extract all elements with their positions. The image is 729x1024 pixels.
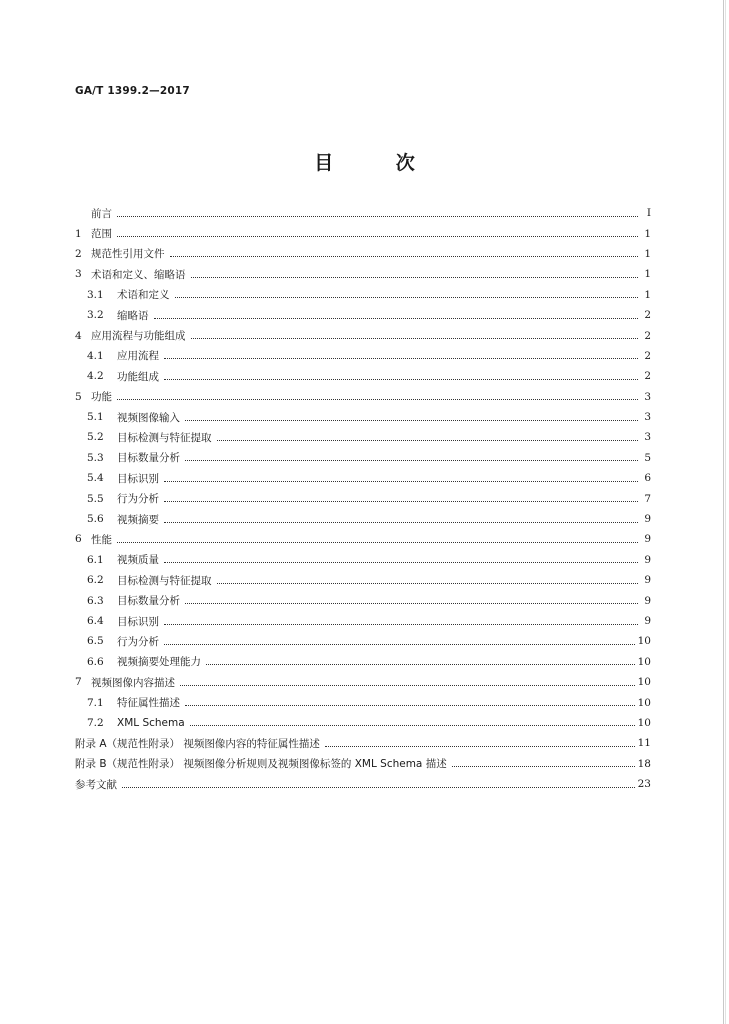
toc-entry-number: 3.1 [87, 288, 104, 301]
dot-leader [185, 603, 638, 604]
toc-entry[interactable] [75, 387, 651, 407]
toc-entry-number: 5.6 [87, 513, 104, 526]
toc-entry[interactable] [75, 509, 651, 529]
dot-leader [191, 338, 639, 339]
toc-entry-number: 3 [75, 268, 82, 281]
toc-entry[interactable] [75, 305, 651, 325]
dot-leader [164, 379, 638, 380]
toc-entry-title: 功能组成 [117, 370, 159, 383]
toc-entry-page-number: 1 [644, 288, 651, 301]
dot-leader [164, 624, 638, 625]
toc-entry-title: 目标数量分析 [117, 452, 180, 465]
toc-entry-page-number: 3 [644, 431, 651, 444]
toc-entry[interactable] [75, 427, 651, 447]
toc-entry[interactable] [75, 713, 651, 733]
toc-entry-title: 规范性引用文件 [91, 248, 165, 261]
toc-title: 目 次 [314, 152, 443, 174]
toc-entry-page-number: 11 [637, 737, 651, 750]
toc-entry-number: 4.1 [87, 349, 104, 362]
toc-entry-page-number: 10 [637, 676, 651, 689]
dot-leader [164, 481, 638, 482]
dot-leader [185, 420, 638, 421]
toc-entry[interactable] [75, 652, 651, 672]
toc-entry[interactable] [75, 692, 651, 712]
toc-entry-title: 视频图像内容描述 [91, 676, 175, 689]
toc-entry-page-number: 10 [637, 655, 651, 668]
dot-leader [122, 787, 635, 788]
toc-entry[interactable] [75, 448, 651, 468]
toc-entry-page-number: 9 [644, 574, 651, 587]
toc-entry-number: 5.2 [87, 431, 104, 444]
toc-entry-number: 4 [75, 329, 82, 342]
toc-entry[interactable] [75, 264, 651, 284]
dot-leader [164, 644, 635, 645]
toc-entry[interactable] [75, 529, 651, 549]
dot-leader [217, 440, 639, 441]
dot-leader [175, 297, 639, 298]
dot-leader [325, 746, 635, 747]
dot-leader [190, 725, 635, 726]
toc-entry-title: 范围 [91, 228, 112, 241]
dot-leader [185, 460, 638, 461]
toc-entry-title: 附录 A（规范性附录） 视频图像内容的特征属性描述 [75, 737, 320, 750]
toc-entry[interactable] [75, 244, 651, 264]
toc-entry-title: 参考文献 [75, 778, 117, 791]
toc-entry-title: 目标识别 [117, 615, 159, 628]
dot-leader [164, 562, 638, 563]
dot-leader [117, 236, 638, 237]
dot-leader [117, 399, 638, 400]
toc-entry[interactable] [75, 570, 651, 590]
dot-leader [117, 542, 638, 543]
toc-entry[interactable] [75, 285, 651, 305]
toc-entry-number: 6.4 [87, 615, 104, 627]
document-code: GA/T 1399.2—2017 [75, 85, 190, 97]
toc-entry[interactable] [75, 550, 651, 570]
dot-leader [164, 358, 638, 359]
toc-entry-number: 7 [75, 676, 82, 689]
toc-entry-title: 术语和定义、缩略语 [91, 268, 186, 281]
toc-entry-page-number: 1 [644, 227, 651, 240]
toc-entry-page-number: 3 [644, 411, 651, 424]
toc-entry-page-number: 9 [644, 533, 651, 546]
toc-entry-title: 功能 [91, 391, 112, 404]
toc-entry-page-number: 18 [637, 757, 651, 770]
toc-entry-title: 行为分析 [117, 493, 159, 506]
dot-leader [217, 583, 639, 584]
toc-entry[interactable] [75, 631, 651, 651]
toc-entry-number: 6.6 [87, 655, 104, 668]
toc-entry-page-number: 10 [637, 635, 651, 648]
dot-leader [164, 522, 638, 523]
toc-entry-title: 术语和定义 [117, 289, 170, 302]
toc-entry-page-number: 3 [644, 390, 651, 403]
toc-entry-title: 视频摘要 [117, 513, 159, 526]
toc-entry[interactable] [75, 754, 651, 774]
toc-entry-page-number: 10 [637, 716, 651, 729]
toc-entry-title: 视频摘要处理能力 [117, 656, 201, 669]
toc-entry[interactable] [75, 223, 651, 243]
toc-entry[interactable] [75, 774, 651, 794]
toc-entry[interactable] [75, 407, 651, 427]
toc-entry[interactable] [75, 203, 651, 223]
toc-entry-number: 5.4 [87, 472, 104, 485]
toc-entry-number: 7.1 [87, 696, 104, 709]
toc-entry-page-number: 9 [644, 513, 651, 526]
toc-entry-number: 6 [75, 533, 82, 546]
toc-entry-page-number: 9 [644, 594, 651, 607]
toc-entry[interactable] [75, 488, 651, 508]
toc-entry-page-number: 2 [644, 309, 651, 322]
toc-entry-page-number: 10 [637, 696, 651, 709]
toc-entry-number: 2 [75, 247, 82, 260]
toc-entry-title: 应用流程 [117, 350, 159, 363]
toc-entry-title: 目标数量分析 [117, 595, 180, 608]
toc-entry-number: 3.2 [87, 309, 104, 322]
toc-entry[interactable] [75, 611, 651, 631]
toc-entry-page-number: 23 [637, 778, 651, 791]
toc-entry-page-number: 9 [644, 615, 651, 627]
toc-entry-page-number: 9 [644, 553, 651, 566]
toc-entry-page-number: I [646, 207, 651, 220]
toc-entry-page-number: 1 [644, 247, 651, 260]
toc-entry[interactable] [75, 468, 651, 488]
toc-entry-number: 4.2 [87, 370, 104, 383]
toc-entry-title: 附录 B（规范性附录） 视频图像分析规则及视频图像标签的 XML Schema 描述 [75, 758, 447, 771]
toc-entry-number: 6.5 [87, 635, 104, 648]
toc-entry-number: 1 [75, 227, 82, 240]
toc-entry-number: 6.1 [87, 553, 104, 566]
toc-entry[interactable] [75, 590, 651, 610]
dot-leader [170, 256, 639, 257]
dot-leader [206, 664, 635, 665]
table-of-contents [75, 203, 651, 794]
toc-entry-number: 7.2 [87, 716, 104, 729]
toc-entry-title: 视频质量 [117, 554, 159, 567]
toc-entry-title: 前言 [91, 207, 112, 220]
toc-entry-title: 目标检测与特征提取 [117, 574, 212, 587]
toc-entry[interactable] [75, 366, 651, 386]
toc-entry-page-number: 1 [644, 268, 651, 281]
toc-entry[interactable] [75, 672, 651, 692]
toc-entry-page-number: 5 [644, 451, 651, 464]
toc-entry-page-number: 7 [644, 492, 651, 505]
toc-entry-title: 视频图像输入 [117, 411, 180, 424]
dot-leader [164, 501, 638, 502]
toc-entry-page-number: 2 [644, 370, 651, 383]
toc-entry-title: 缩略语 [117, 309, 149, 322]
toc-entry-title: XML Schema [117, 716, 185, 729]
toc-entry[interactable] [75, 733, 651, 753]
toc-entry-number: 6.3 [87, 594, 104, 607]
toc-entry-title: 特征属性描述 [117, 697, 180, 710]
dot-leader [185, 705, 635, 706]
toc-entry-number: 5 [75, 390, 82, 403]
toc-entry-page-number: 2 [644, 349, 651, 362]
toc-entry-number: 5.5 [87, 492, 104, 505]
toc-entry[interactable] [75, 325, 651, 345]
toc-entry-title: 行为分析 [117, 635, 159, 648]
dot-leader [180, 685, 635, 686]
toc-entry-number: 5.1 [87, 411, 104, 424]
toc-entry-page-number: 6 [644, 472, 651, 485]
dot-leader [191, 277, 639, 278]
toc-entry-title: 目标识别 [117, 472, 159, 485]
toc-entry-page-number: 2 [644, 329, 651, 342]
dot-leader [154, 318, 639, 319]
toc-entry-number: 5.3 [87, 451, 104, 464]
toc-entry-title: 性能 [91, 533, 112, 546]
toc-entry[interactable] [75, 346, 651, 366]
toc-entry-title: 应用流程与功能组成 [91, 330, 186, 343]
toc-entry-number: 6.2 [87, 574, 104, 587]
toc-entry-title: 目标检测与特征提取 [117, 431, 212, 444]
dot-leader [452, 766, 635, 767]
dot-leader [117, 216, 638, 217]
